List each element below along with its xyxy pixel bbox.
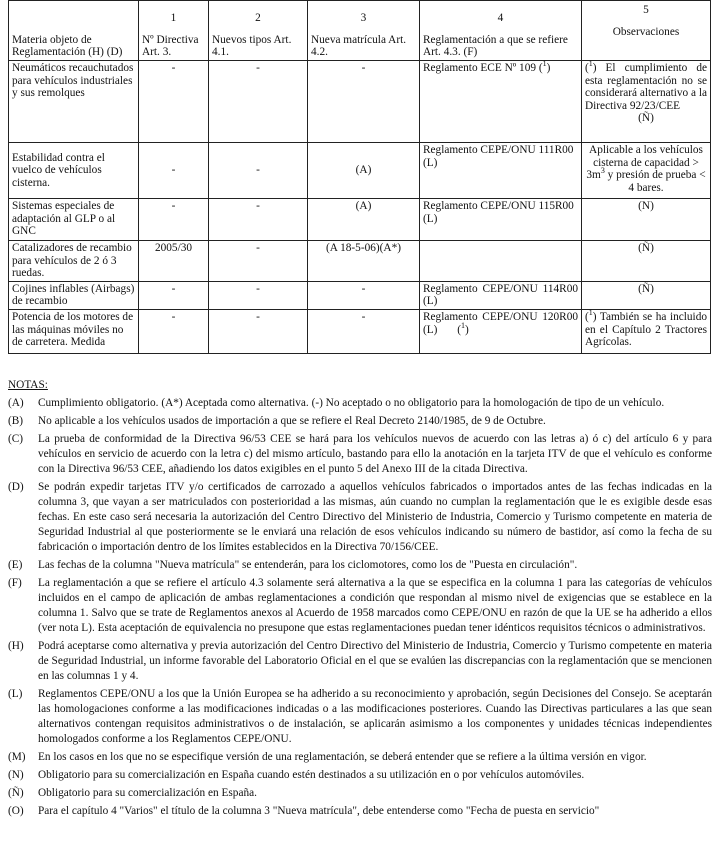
note-text: Las fechas de la columna "Nueva matrícula" se entenderán, para los ciclomotores, como los de "Puesta en circulación". [38, 559, 578, 571]
observaciones-cell: ($^1$) El cumplimiento de esta reglamentación no se considerará alternativo a la Directiva 92/23/CEE (Ñ) [582, 61, 711, 143]
note-key: (Ñ) [8, 787, 24, 799]
col-number: 4 [497, 11, 504, 24]
header-col4 [420, 1, 582, 61]
observaciones-cell: (Ñ) [582, 281, 711, 309]
note-text: La reglamentación a que se refiere el artículo 4.3 solamente será alternativa a la que se especifica en la columna 1 para las categorías de vehículos incluidos en el campo de aplicación de ambas reglamentaciones a condición que respondan al mismo nivel de exigencias que se establece en la columna 1. Salvo que se trate de Reglamentos anexos al Acuerdo de 1958 marcados como CEPE/ONU en razón de que la UE se ha adherido a ellos (ver nota L). Esta aceptación de equivalencia no presupone que estas reglamentaciones puedan tener idénticos requisitos técnicos o administrativos. [38, 577, 712, 634]
table-row [9, 61, 711, 143]
note-item [8, 414, 712, 429]
nuevos-tipos-cell: - [209, 281, 308, 309]
nueva-matricula-cell: (A) [308, 143, 420, 199]
table-row [9, 281, 711, 309]
nuevos-tipos-cell: - [209, 309, 308, 353]
note-item [8, 639, 712, 684]
note-key: (C) [8, 433, 24, 445]
note-text: Se podrán expedir tarjetas ITV y/o certificados de carrozado a aquellos vehículos fabricados o importados antes de las fechas indicadas en la columna 3, que vayan a ser matriculados con posterioridad a las mismas, aún cuando no cumplan la reglamentación que le es exigible desde esas fechas. En este caso será necesaria la autorización del Centro Directivo del Ministerio de Industria, Comercio y Turismo competente en materia de Seguridad Industrial al que posteriormente se le enviará una relación de esos vehículos indicando su número de bastidor, así como la fecha de su fabricación o importación dentro de los límites establecidos en la Directiva 70/156/CEE. [38, 481, 712, 553]
nueva-matricula-cell: - [308, 281, 420, 309]
note-key: (A) [8, 397, 24, 409]
note-text: La prueba de conformidad de la Directiva 96/53 CEE se hará para los vehículos nuevos de acuerdo con las letras a) ó c) del artículo 6 y para vehículos en servicio de acuerdo con la letra c) del mismo artículo, bastando para ello la anotación en la tarjeta ITV de que el vehículo es conforme con la Directiva 96/53 CEE, añadiendo los datos exigibles en el punto 5 del Anexo III de la citada Directiva. [38, 433, 712, 475]
nueva-matricula-cell: - [308, 61, 420, 143]
observaciones-cell: Aplicable a los vehículos cisterna de capacidad > $3m^3$ y presión de prueba < 4 bares. [582, 143, 711, 199]
directiva-cell: - [139, 199, 209, 241]
table-row [9, 309, 711, 353]
materia-cell: Potencia de los motores de las máquinas móviles no de carretera. Medida [9, 309, 139, 353]
header-col5 [582, 1, 711, 61]
document-page [8, 0, 712, 817]
note-key: (L) [8, 688, 23, 700]
nuevos-tipos-cell: - [209, 199, 308, 241]
observaciones-cell: (N) [582, 199, 711, 241]
note-text: Reglamentos CEPE/ONU a los que la Unión Europea se ha adherido a su reconocimiento y aprobación, según Decisiones del Consejo. Se aceptarán las homologaciones conforme a las modificaciones indicadas o a las modificaciones posteriores. Cuando las Directivas particulares a las que sean alternativos contengan requisitos administrativos o de instalación, se aplicarán asimismo a los componentes y unidades técnicas independientes homologados conforme a los Reglamentos CEPE/ONU. [38, 688, 712, 745]
materia-cell: Neumáticos recauchutados para vehículos industriales y sus remolques [9, 61, 139, 143]
note-text: Obligatorio para su comercialización en España cuando estén destinados a su utilización en o por vehículos automóviles. [38, 769, 585, 781]
observaciones-cell: ($^1$) También se ha incluido en el Capítulo 2 Tractores Agrícolas. [582, 309, 711, 353]
note-key: (D) [8, 481, 24, 493]
notes-title: NOTAS: [8, 379, 48, 391]
table-row [9, 143, 711, 199]
reglamentacion-cell: Reglamento CEPE/ONU 120R00 (L) ($^1$) [420, 309, 582, 353]
header-materia-text: Materia objeto de Reglamentación (H) (D) [12, 33, 123, 59]
note-item [8, 687, 712, 747]
col-number: 2 [255, 11, 261, 24]
regulation-table [8, 0, 711, 354]
note-item [8, 786, 712, 801]
table-row [9, 199, 711, 241]
note-key: (F) [8, 577, 22, 589]
note-item [8, 396, 712, 411]
notes-section [8, 378, 712, 822]
nueva-matricula-cell: (A 18-5-06)(A*) [308, 241, 420, 282]
materia-cell: Catalizadores de recambio para vehículos de 2 ó 3 ruedas. [9, 241, 139, 282]
header-col1 [139, 1, 209, 61]
col-number: 1 [170, 11, 177, 24]
nueva-matricula-cell: (A) [308, 199, 420, 241]
note-text: Obligatorio para su comercialización en España. [38, 787, 257, 799]
note-key: (E) [8, 559, 23, 571]
note-text: No aplicable a los vehículos usados de importación a que se refiere el Real Decreto 2140/1985, de 9 de Octubre. [38, 415, 546, 427]
note-key: (H) [8, 640, 24, 652]
reglamentacion-cell: Reglamento CEPE/ONU 111R00 (L) [420, 143, 582, 199]
materia-cell: Sistemas especiales de adaptación al GLP o al GNC [9, 199, 139, 241]
reglamentacion-cell [420, 241, 582, 282]
note-text: Podrá aceptarse como alternativa y previa autorización del Centro Directivo del Ministerio de Industria, Comercio y Turismo competente en materia de Seguridad Industrial, un informe favorable del Laboratorio Oficial en el que se evalúen las discrepancias con la reglamentación que se mencionen en las columnas 1 y 4. [38, 640, 712, 682]
note-item [8, 768, 712, 783]
note-key: (B) [8, 415, 24, 427]
note-key: (N) [8, 769, 24, 781]
nuevos-tipos-cell: - [209, 241, 308, 282]
note-key: (O) [8, 805, 24, 817]
note-item [8, 558, 712, 573]
reglamentacion-cell: Reglamento CEPE/ONU 114R00 (L) [420, 281, 582, 309]
header-col3-text: Nueva matrícula Art. 4.2. [311, 33, 407, 59]
header-materia [9, 1, 139, 61]
note-item [8, 750, 712, 765]
note-item [8, 804, 712, 819]
note-text: En los casos en los que no se especifique versión de una reglamentación, se deberá entender que se refiere a la última versión en vigor. [38, 751, 647, 763]
note-key: (M) [8, 751, 26, 763]
header-col4-text: Reglamentación a que se refiere Art. 4.3. (F) [423, 33, 568, 59]
materia-cell: Cojines inflables (Airbags) de recambio [9, 281, 139, 309]
note-item [8, 576, 712, 636]
note-item [8, 480, 712, 555]
observaciones-cell: (Ñ) [582, 241, 711, 282]
nuevos-tipos-cell: - [209, 61, 308, 143]
note-text: Cumplimiento obligatorio. (A*) Aceptada como alternativa. (-) No aceptado o no obligatorio para la homologación de tipo de un vehículo. [38, 397, 665, 409]
header-col5-text: Observaciones [612, 26, 680, 38]
materia-cell: Estabilidad contra el vuelco de vehículos cisterna. [9, 143, 139, 199]
nuevos-tipos-cell: - [209, 143, 308, 199]
directiva-cell: - [139, 309, 209, 353]
header-col1-text: Nº Directiva Art. 3. [142, 33, 199, 59]
reglamentacion-cell: Reglamento CEPE/ONU 115R00 (L) [420, 199, 582, 241]
table-header-row [9, 1, 711, 61]
col-number: 5 [643, 4, 649, 16]
table-row [9, 241, 711, 282]
nueva-matricula-cell: - [308, 309, 420, 353]
note-item [8, 432, 712, 477]
note-text: Para el capítulo 4 "Varios" el título de la columna 3 "Nueva matrícula", debe entenderse como "Fecha de puesta en servicio" [38, 805, 600, 817]
directiva-cell: - [139, 61, 209, 143]
directiva-cell: 2005/30 [139, 241, 209, 282]
header-col3 [308, 1, 420, 61]
header-col2 [209, 1, 308, 61]
header-col2-text: Nuevos tipos Art. 4.1. [212, 33, 292, 59]
directiva-cell: - [139, 143, 209, 199]
reglamentacion-cell: Reglamento ECE Nº 109 ($^1$) [420, 61, 582, 143]
directiva-cell: - [139, 281, 209, 309]
col-number: 3 [360, 11, 367, 24]
